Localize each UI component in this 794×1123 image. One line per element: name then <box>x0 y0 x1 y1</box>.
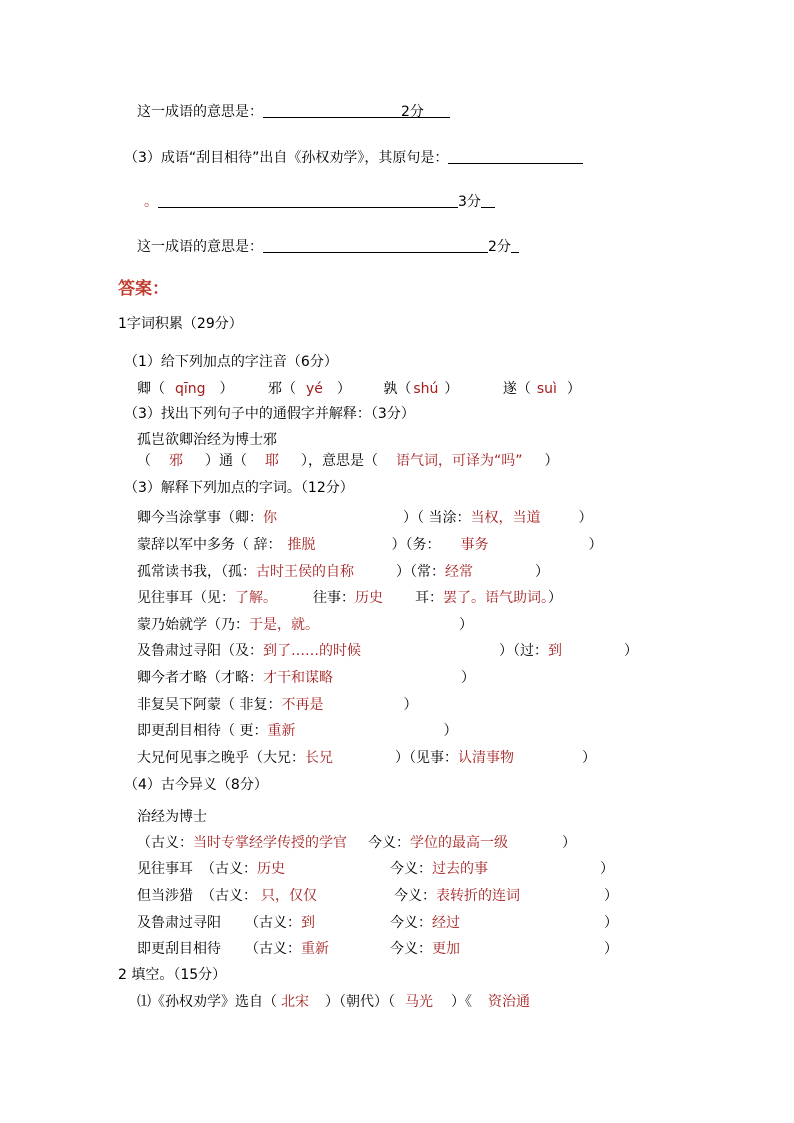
blank-tail <box>424 103 450 118</box>
meaning-line-1 <box>137 103 450 121</box>
period-mark: 。 <box>144 194 158 210</box>
q2-sentence: 孤岂欲卿治经为博士邪 <box>137 432 277 448</box>
score: 2分 <box>488 239 511 255</box>
question-3-line <box>124 149 583 167</box>
q3-row: 非复吴下阿蒙（ 非复：不再是 ） <box>137 697 418 713</box>
q4-row: 但当涉猎 （古义： 只，仅仅 今义：表转折的连词 ） <box>137 888 618 904</box>
q3-row: 蒙辞以军中多务（ 辞： 推脱 ）（务： 事务 ） <box>137 537 603 553</box>
q3-row: 孤常读书我，（孤：古时王侯的自称 ）（常：经常 ） <box>137 564 549 580</box>
pinyin-item: 遂（ suì ） <box>502 381 581 397</box>
q4-row: 及鲁肃过寻阳 （古义：到 今义：经过 ） <box>137 915 618 931</box>
s2-line-1: ⑴《孙权劝学》选自（ 北宋 ）（朝代）（ 马光 ）《 资治通 <box>137 994 530 1010</box>
pinyin-item: 孰（ shú ） <box>383 381 459 397</box>
section-1-title: 1字词积累（29分） <box>118 316 243 332</box>
blank <box>263 238 488 253</box>
pinyin-item: 卿（ qīng ） <box>137 381 234 397</box>
meaning-prefix: 这一成语的意思是： <box>137 239 263 255</box>
q3-row: 及鲁肃过寻阳（及：到了……的时候 ）（过：到 ） <box>137 643 638 659</box>
q4-row: 即更刮目相待 （古义：重新 今义：更加 ） <box>137 941 618 957</box>
q3-row: 卿今者才略（才略：才干和谋略 ） <box>137 670 475 686</box>
answer-blank-line <box>144 193 495 211</box>
q2-title: （3）找出下列句子中的通假字并解释：（3分） <box>124 406 415 422</box>
pinyin-item: 邪（ yé ） <box>268 381 351 397</box>
meaning-line-2 <box>137 238 519 256</box>
score: 3分 <box>458 194 481 210</box>
q3-row: 即更刮目相待（ 更：重新 ） <box>137 723 458 739</box>
q3-row: 大兄何见事之晚乎（大兄：长兄 ）（见事：认清事物 ） <box>137 750 596 766</box>
q4-row: （古义：当时专掌经学传授的学官 今义：学位的最高一级 ） <box>137 835 576 851</box>
q2-answer-row: （ 邪 ）通（ 耶 ），意思是（ 语气词，可译为“吗” ） <box>137 453 559 469</box>
q4-title: （4）古今异义（8分） <box>124 777 268 793</box>
blank <box>158 193 458 208</box>
q1-title: （1）给下列加点的字注音（6分） <box>124 354 338 370</box>
q3-row: 卿今当涂掌事（卿：你 ）（ 当涂：当权，当道 ） <box>137 510 593 526</box>
blank <box>448 149 583 164</box>
q1-pinyin-row <box>137 380 581 398</box>
q3-row: 见往事耳（见：了解。 往事：历史 耳：罢了。语气助词。） <box>137 590 562 606</box>
answer-title: 答案： <box>118 279 169 299</box>
q3-title: （3）解释下列加点的字词。（12分） <box>124 480 354 496</box>
meaning-prefix: 这一成语的意思是： <box>137 104 263 120</box>
score: 2分 <box>401 104 424 120</box>
q4-first-phrase: 治经为博士 <box>137 809 207 825</box>
blank-tail <box>511 238 519 253</box>
q4-row: 见往事耳 （古义：历史 今义：过去的事 ） <box>137 861 614 877</box>
blank-tail <box>481 193 495 208</box>
section-2-title: 2 填空。（15分） <box>118 967 227 983</box>
question-3-text: （3）成语“刮目相待”出自《孙权劝学》，其原句是： <box>124 150 449 166</box>
q3-row: 蒙乃始就学（乃：于是，就。 ） <box>137 617 473 633</box>
